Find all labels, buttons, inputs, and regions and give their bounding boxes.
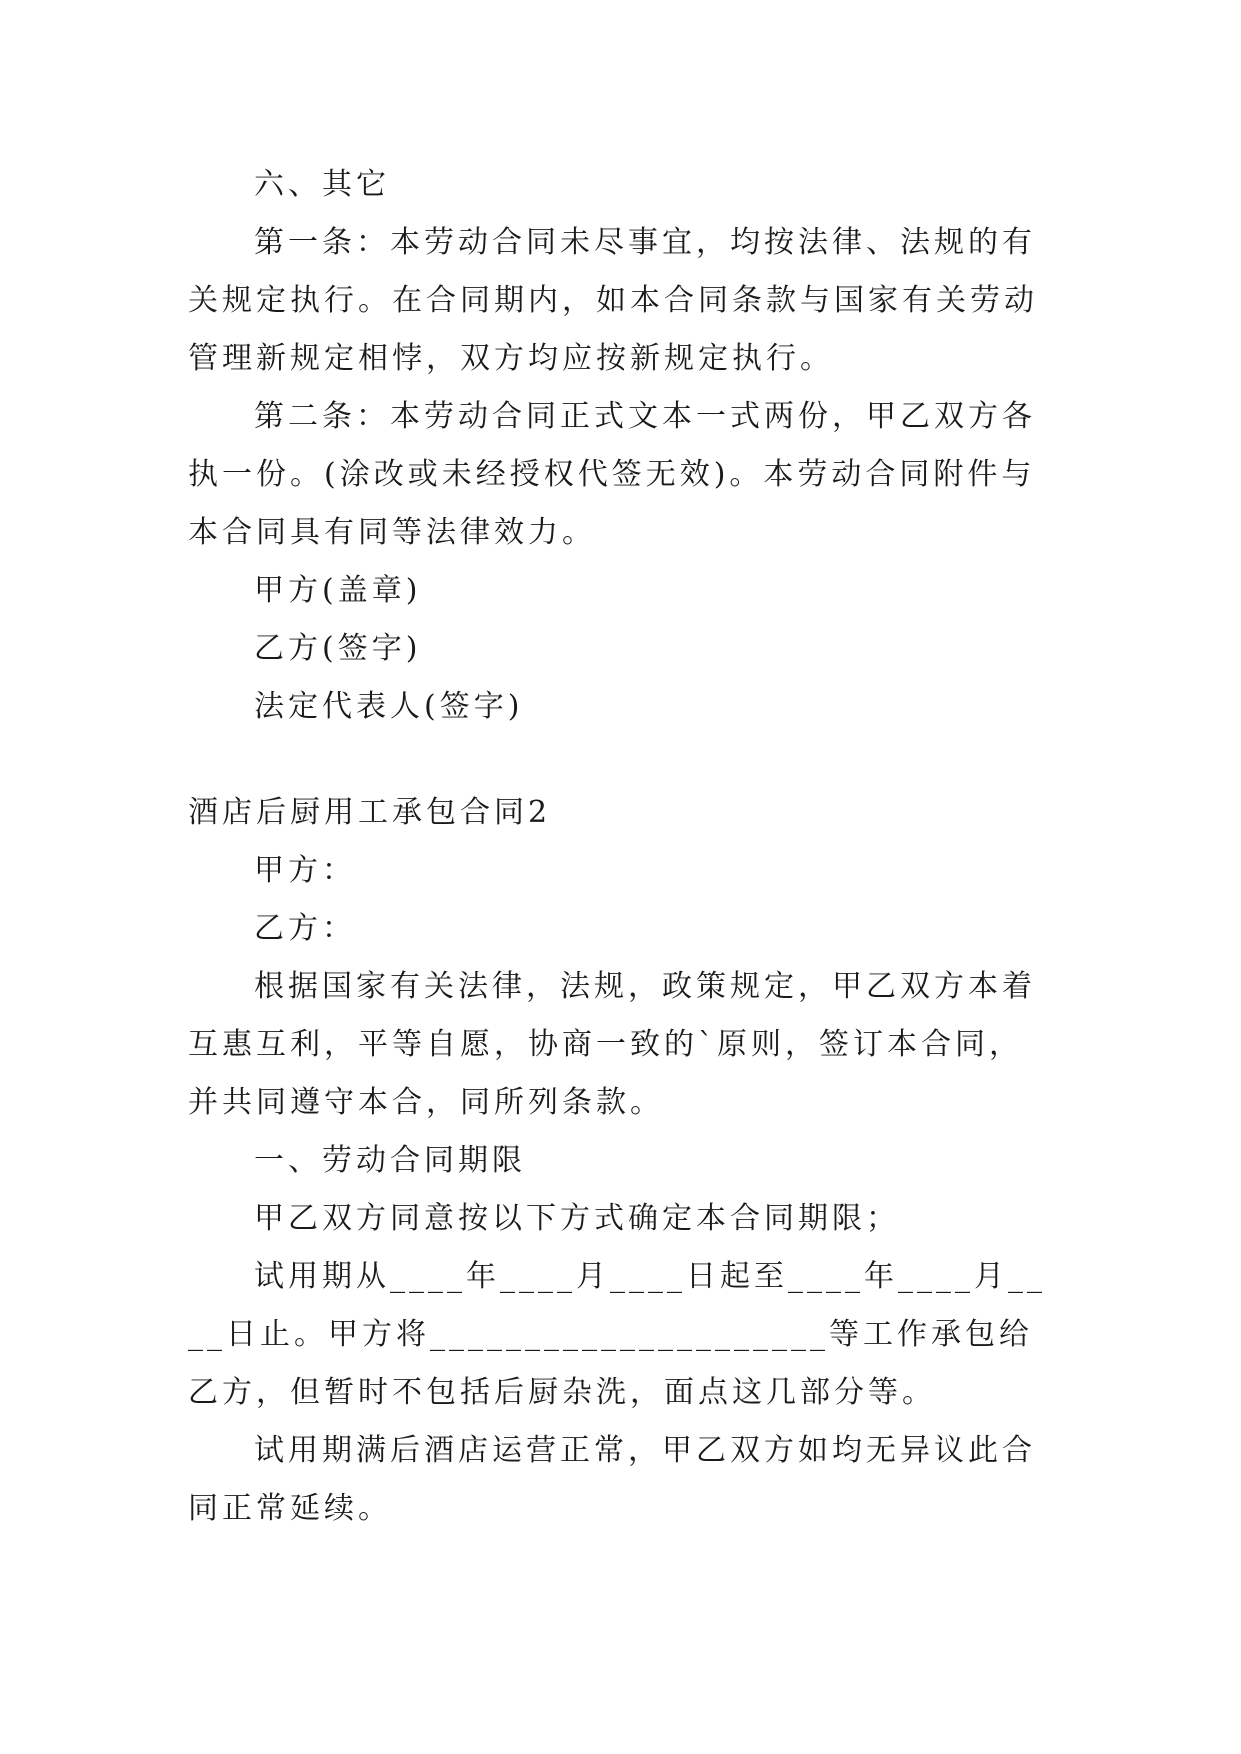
article-one-heading: 一、劳动合同期限	[254, 1143, 526, 1178]
section-heading-other: 六、其它	[254, 167, 390, 202]
contract-title: 酒店后厨用工承包合同2	[188, 795, 552, 830]
section-spacer	[188, 736, 1054, 784]
party-b-signature-line: 乙方(签字)	[254, 631, 422, 666]
article-two-paragraph: 第二条：本劳动合同正式文本一式两份，甲乙双方各执一份。(涂改或未经授权代签无效)。本劳动合同附件与本合同具有同等法律效力。	[188, 399, 1036, 550]
party-a-label: 甲方：	[254, 853, 356, 888]
intro-paragraph: 根据国家有关法律，法规，政策规定，甲乙双方本着互惠互利，平等自愿，协商一致的`原则，签订本合同，并共同遵守本合，同所列条款。	[188, 969, 1036, 1120]
document-page	[188, 156, 1054, 1538]
continuation-paragraph: 试用期满后酒店运营正常，甲乙双方如均无异议此合同正常延续。	[188, 1433, 1036, 1526]
party-b-label: 乙方：	[254, 911, 356, 946]
legal-rep-signature-line: 法定代表人(签字)	[254, 689, 524, 724]
term-method-paragraph: 甲乙双方同意按以下方式确定本合同期限；	[254, 1201, 900, 1236]
trial-period-paragraph: 试用期从____年____月____日起至____年____月____日止。甲方将_____________________等工作承包给乙方，但暂时不包括后厨杂洗，面点这几部分等。	[188, 1259, 1046, 1410]
article-one-paragraph: 第一条：本劳动合同未尽事宜，均按法律、法规的有关规定执行。在合同期内，如本合同条款与国家有关劳动管理新规定相悖，双方均应按新规定执行。	[188, 225, 1038, 376]
party-a-seal-line: 甲方(盖章)	[254, 573, 422, 608]
